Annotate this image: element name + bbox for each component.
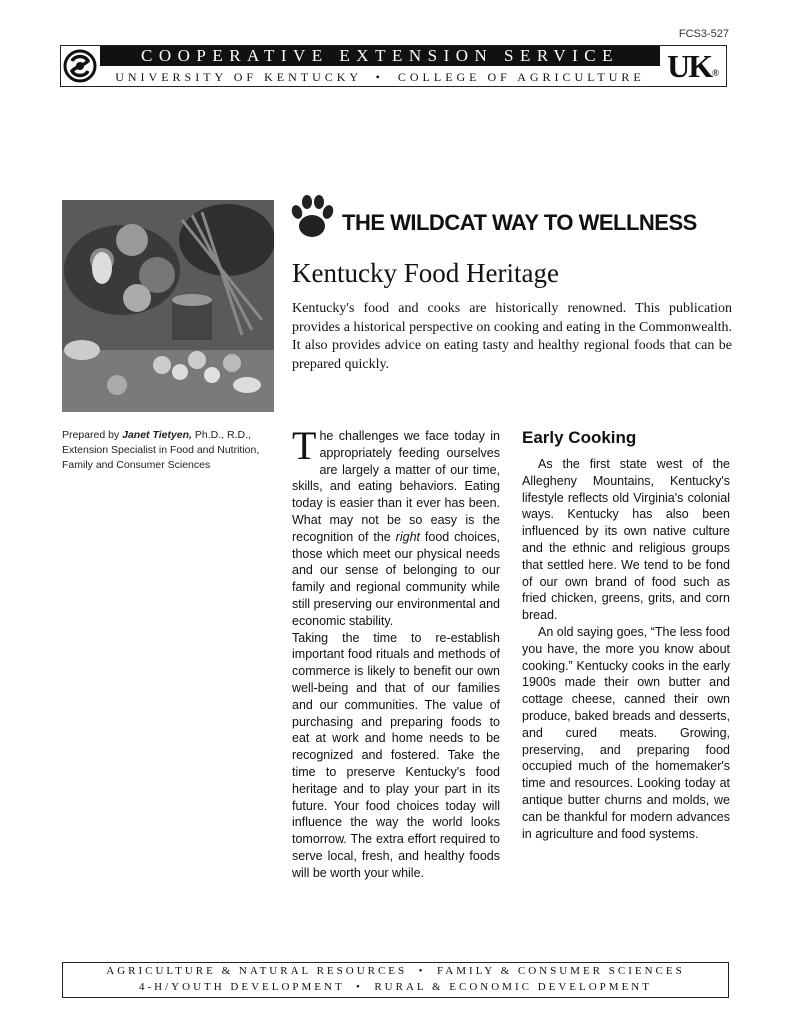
footer-line-2: 4-H/YOUTH DEVELOPMENT • RURAL & ECONOMIC DEVELOPMENT	[139, 981, 652, 993]
paw-print-icon	[288, 192, 336, 242]
column2-paragraph-2: An old saying goes, “The less food you have, the more you know about cooking.” Kentucky cooks in the early 1900s made their own butter and cottage cheese, canned their own produce, baked breads and desserts, and cured meats. Growing, preserving, and preparing food occupied much of the homemaker's time and resources. Looking today at antique butter churns and molds, we can be thankful for modern advances in agriculture and food systems.	[522, 624, 730, 841]
column1-paragraph-2: Taking the time to re-establish important food rituals and methods of commerce is likely to benefit our own well-being and that of our families and our communities. The value of purchasing and preparing foods to eat at work and home needs to be recognized and fostered. Take the time to preserve Kentucky's food heritage and to play your part in its future. Your food choices today will influence the way the world looks tomorrow. The extra effort required to serve local, fresh, and healthy foods will be worth your while.	[292, 630, 500, 880]
page-title: Kentucky Food Heritage	[292, 258, 559, 288]
column2-paragraph-1: As the first state west of the Allegheny Mountains, Kentucky's lifestyle reflects old Virginia's colonial ways. Kentucky has also been influenced by its own native culture and the ethnic and religious groups that settled here. We tend to be fond of our own brand of food such as fried chicken, greens, grits, and corn bread.	[522, 457, 730, 623]
ces-logo-icon	[61, 46, 99, 86]
credit-prefix: Prepared by	[62, 429, 123, 441]
uk-logo-text: UK	[667, 47, 712, 84]
intro-paragraph: Kentucky's food and cooks are historically renowned. This publication provides a historical perspective on cooking and eating in the Commonwealth. It also provides advice on eating tasty and healthy regional foods that can be prepared quickly.	[292, 301, 732, 372]
column1-p1-part-b: food choices, those which meet our physical needs and our sense of belonging to our family and regional community while still preserving our environmental and economic stability.	[292, 529, 500, 628]
food-photo	[62, 200, 274, 412]
author-name: Janet Tietyen,	[122, 429, 192, 441]
publication-number: FCS3-527	[678, 28, 729, 40]
body-column-2	[522, 428, 730, 842]
column1-emphasis: right	[395, 529, 420, 544]
column1-p1-part-a: he challenges we face today in appropriately feeding ourselves are largely a matter of our time, skills, and eating behaviors. Eating today is easier than it ever has been. What may not be so easy is the recognition of the	[292, 429, 500, 544]
body-column-1	[292, 423, 500, 882]
section-heading: Early Cooking	[522, 428, 637, 447]
footer-box	[62, 962, 729, 998]
credit-details: Ph.D., R.D., Extension Specialist in Food and Nutrition, Family and Consumer Sciences	[62, 429, 260, 471]
author-credit	[62, 428, 274, 473]
header-title: COOPERATIVE EXTENSION SERVICE	[100, 46, 660, 66]
footer-line-1: AGRICULTURE & NATURAL RESOURCES • FAMILY & CONSUMER SCIENCES	[106, 965, 685, 977]
series-title: THE WILDCAT WAY TO WELLNESS	[342, 210, 697, 235]
column1-paragraph-1	[292, 423, 500, 630]
drop-cap: T	[292, 423, 317, 468]
uk-logo: UK ®	[667, 47, 719, 84]
header-subtitle: UNIVERSITY OF KENTUCKY • COLLEGE OF AGRICULTURE	[115, 70, 645, 84]
